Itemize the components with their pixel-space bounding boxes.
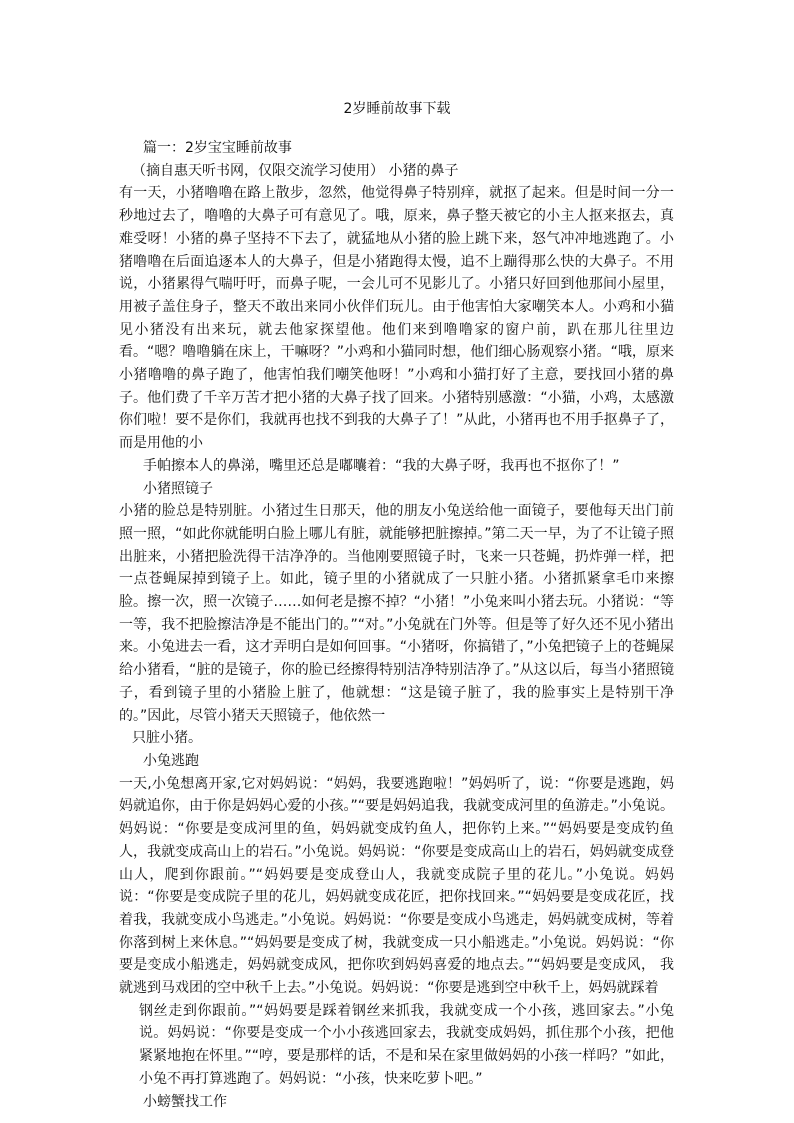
paragraph: 小猪照镜子 bbox=[143, 480, 213, 497]
paragraph: 小螃蟹找工作 bbox=[143, 1093, 227, 1110]
paragraph: 一天,小兔想离开家,它对妈妈说：“妈妈，我要逃跑啦！”妈妈听了，说：“你要是逃跑，妈妈就追你，由于你是妈妈心爱的小孩。”“要是妈妈追我，我就变成河里的鱼游走。”小兔说。妈妈说：“你要是变成河里的鱼，妈妈就变成钓鱼人，把你钓上来。”“妈妈要是变成钓鱼人，我就变成高山上的岩石。”小兔说。妈妈说：“你要是变成高山上的岩石，妈妈就变成登山人，爬到你跟前。”“妈妈要是变成登山人，我就变成院子里的花儿。”小兔说。妈妈说：“你要是变成院子里的花儿，妈妈就变成花匠，把你找回来。”“妈妈要是变成花匠，找着我，我就变成小鸟逃走。”小兔说。妈妈说：“你要是变成小鸟逃走，妈妈就变成树，等着你落到树上来休息。”“妈妈要是变成了树，我就变成一只小船逃走。”小兔说。妈妈说：“你要是变成小船逃走，妈妈就变成风，把你吹到妈妈喜爱的地点去。”“妈妈要是变成风， 我就逃到马戏团的空中秋千上去。”小兔说。妈妈说：“你要是逃到空中秋千上，妈妈就踩着 bbox=[119, 775, 674, 997]
document-body bbox=[119, 137, 674, 1113]
paragraph: 小兔逃跑 bbox=[143, 752, 199, 769]
paragraph: 小猪的脸总是特别脏。小猪过生日那天，他的朋友小兔送给他一面镜子，要他每天出门前照一照，“如此你就能明白脸上哪儿有脏，就能够把脏擦掉。”第二天一早，为了不让镜子照出脏来，小猪把脸洗得干洁净净的。当他刚要照镜子时，飞来一只苍蝇，扔炸弹一样，把一点苍蝇屎掉到镜子上。如此，镜子里的小猪就成了一只脏小猪。小猪抓紧拿毛巾来擦脸。擦一次，照一次镜子……如何老是擦不掉？“小猪！”小兔来叫小猪去玩。小猪说：“等一等，我不把脸擦洁净是不能出门的。”“对。”小兔就在门外等。但是等了好久还不见小猪出来。小兔进去一看，这才弄明白是如何回事。“小猪呀，你搞错了，”小兔把镜子上的苍蝇屎给小猪看，“脏的是镜子，你的脸已经擦得特别洁净特别洁净了。”从这以后，每当小猪照镜子，看到镜子里的小猪脸上脏了，他就想：“这是镜子脏了，我的脸事实上是特别干净的。”因此，尽管小猪天天照镜子，他依然一 bbox=[119, 503, 674, 724]
document-title: 2岁睡前故事下载 bbox=[343, 101, 451, 117]
paragraph: 有一天，小猪噜噜在路上散步，忽然，他觉得鼻子特别痒，就抠了起来。但是时间一分一秒地过去了，噜噜的大鼻子可有意见了。哦，原来，鼻子整天被它的小主人抠来抠去，真难受呀！小猪的鼻子坚持不下去了，就猛地从小猪的脸上跳下来，怒气冲冲地逃跑了。小猪噜噜在后面追逐本人的大鼻子，但是小猪跑得太慢，追不上蹦得那么快的大鼻子。不用说，小猪累得气喘吁吁，而鼻子呢，一会儿可不见影儿了。小猪只好回到他那间小屋里，用被子盖住身子，整天不敢出来同小伙伴们玩儿。由于他害怕大家嘲笑本人。小鸡和小猫见小猪没有出来玩，就去他家探望他。他们来到噜噜家的窗户前，趴在那儿往里边看。“嗯？噜噜躺在床上，干嘛呀？”小鸡和小猫同时想，他们细心肠观察小猪。“哦，原来小猪噜噜的鼻子跑了，他害怕我们嘲笑他呀！”小鸡和小猫打好了主意，要找回小猪的鼻子。他们费了千辛万苦才把小猪的大鼻子找了回来。小猪特别感激：“小猫，小鸡，太感激你们啦！要不是你们，我就再也找不到我的大鼻子了！”从此，小猪再也不用手抠鼻子了，而是用他的小 bbox=[119, 185, 674, 452]
paragraph: 手帕擦本人的鼻涕，嘴里还总是嘟囔着：“我的大鼻子呀，我再也不抠你了！” bbox=[143, 457, 620, 474]
paragraph: （摘自惠天听书网，仅限交流学习使用） 小猪的鼻子 bbox=[132, 162, 459, 179]
paragraph: 只脏小猪。 bbox=[132, 730, 202, 747]
paragraph: 篇一：2岁宝宝睡前故事 bbox=[143, 140, 292, 156]
paragraph: 钢丝走到你跟前。”“妈妈要是踩着钢丝来抓我，我就变成一个小孩，逃回家去。”小兔说。妈妈说：“你要是变成一个小小孩逃回家去，我就变成妈妈，抓住那个小孩，把他紧紧地抱在怀里。”“哼，要是那样的话，不是和呆在家里做妈妈的小孩一样吗？”如此，小兔不再打算逃跑了。妈妈说：“小孩，快来吃萝卜吧。” bbox=[139, 1002, 674, 1087]
